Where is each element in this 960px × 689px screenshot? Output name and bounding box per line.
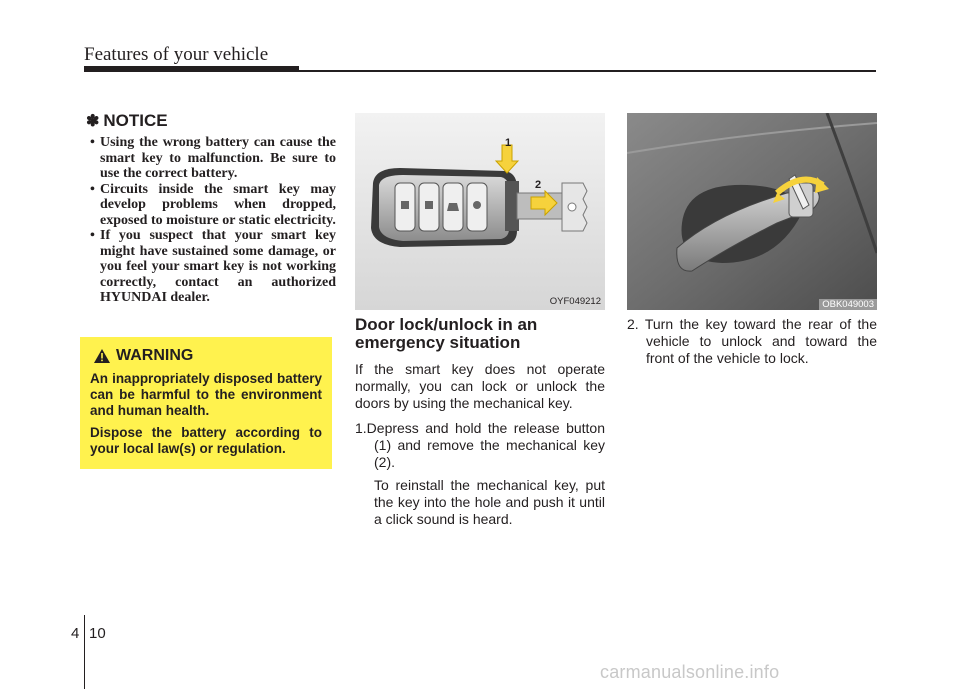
warning-triangle-icon <box>94 349 110 363</box>
warning-box <box>80 337 332 469</box>
figure-label-1: 1 <box>505 137 512 149</box>
header-rule-accent <box>84 66 299 72</box>
step-1: 1.Depress and hold the release button (1) and remove the mechanical key (2). <box>355 420 605 470</box>
door-handle-illustration <box>627 113 877 310</box>
smart-key-figure <box>355 113 605 310</box>
chapter-number: 4 <box>71 625 80 642</box>
emergency-section <box>355 316 605 528</box>
warning-title: WARNING <box>116 347 194 364</box>
notice-symbol: ✽ <box>86 113 100 130</box>
figure-code: OBK049003 <box>819 299 877 310</box>
section-intro: If the smart key does not operate normally, you can lock or unlock the doors by using the mechanical key. <box>355 361 605 411</box>
page-header-title: Features of your vehicle <box>84 44 269 65</box>
notice-item: • Circuits inside the smart key may develop problems when dropped, exposed to moisture or static electricity. <box>86 182 336 229</box>
warning-paragraph: An inappropriately disposed battery can be harmful to the environment and human health. <box>90 371 322 418</box>
watermark: carmanualsonline.info <box>600 662 780 682</box>
warning-paragraph: Dispose the battery according to your local law(s) or regulation. <box>90 425 322 456</box>
footer-divider <box>84 615 85 689</box>
figure-code: OYF049212 <box>549 296 601 307</box>
warning-header <box>90 347 322 365</box>
notice-list <box>86 135 336 306</box>
notice-item: • If you suspect that your smart key might have sustained some damage, or you feel your smart key is not working correctly, contact an authorized HYUNDAI dealer. <box>86 228 336 306</box>
page-number: 10 <box>89 625 106 642</box>
notice-title <box>86 111 336 131</box>
door-handle-figure <box>627 113 877 310</box>
step-2: 2. Turn the key toward the rear of the vehicle to unlock and toward the front of the vehicle to lock. <box>627 316 877 366</box>
section-title: Door lock/unlock in an emergency situation <box>355 315 538 352</box>
figure-label-2: 2 <box>535 179 542 191</box>
notice-block <box>86 111 336 306</box>
step-1-note: To reinstall the mechanical key, put the key into the hole and push it until a click sound is heard. <box>374 477 605 527</box>
notice-title-text: NOTICE <box>103 111 168 130</box>
notice-item: • Using the wrong battery can cause the smart key to malfunction. Be sure to use the correct battery. <box>86 135 336 182</box>
smart-key-illustration <box>355 113 605 310</box>
right-column <box>627 316 877 367</box>
